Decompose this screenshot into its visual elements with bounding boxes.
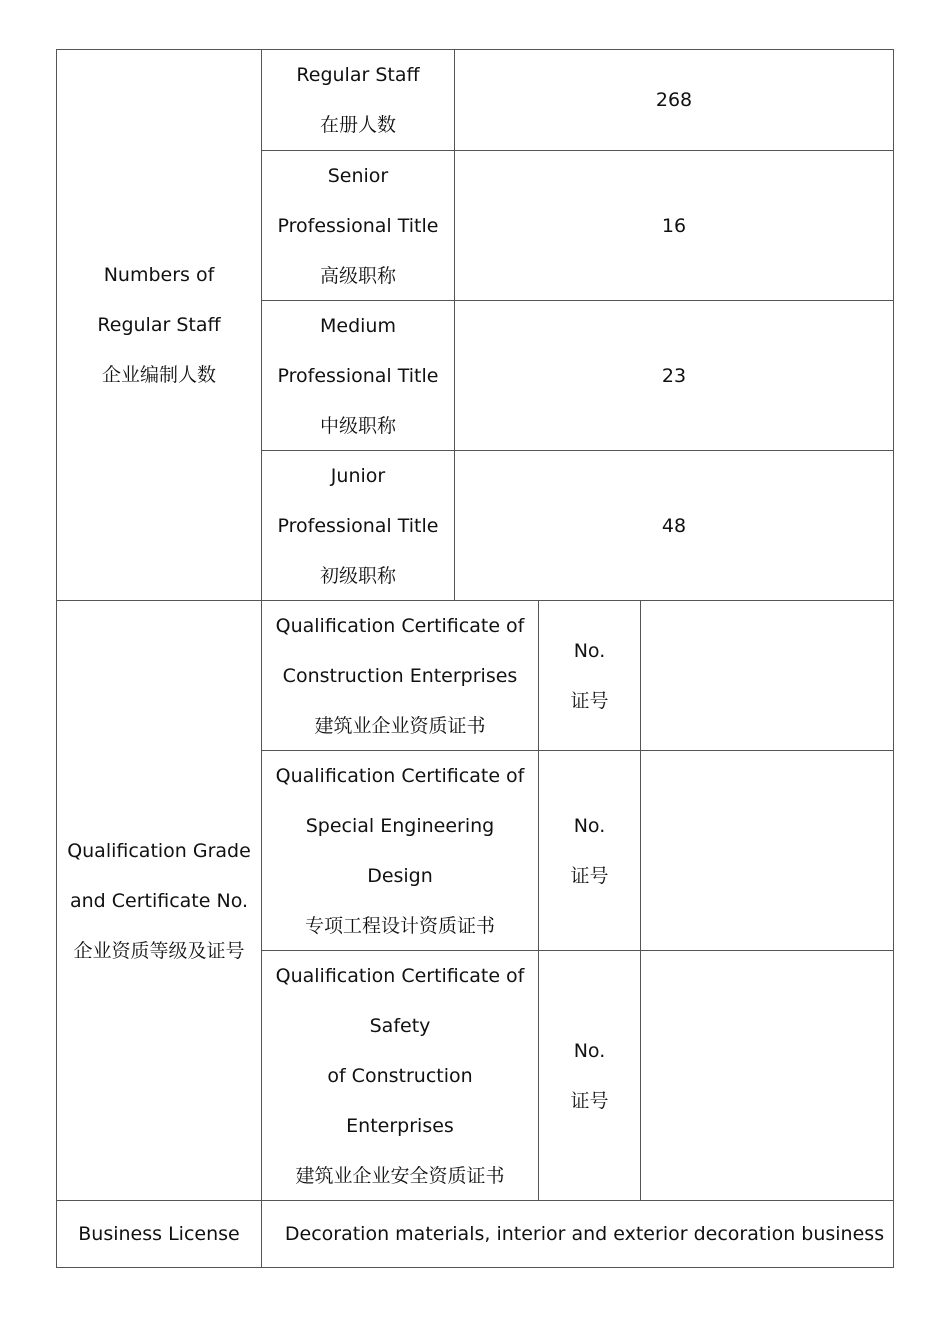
label-line: 建筑业企业安全资质证书 [295, 1164, 505, 1187]
value-text: 16 [661, 214, 687, 237]
no-label-line: No. [573, 1039, 606, 1062]
label-line: of Construction [327, 1064, 473, 1087]
no-label-line: No. [573, 814, 606, 837]
label-line: Medium [320, 314, 396, 337]
label-line: Junior [330, 464, 386, 487]
border-right [893, 49, 894, 1268]
label-line: Special Engineering [305, 814, 495, 837]
qual-row-no-value-special-design[interactable] [641, 751, 893, 950]
staff-row-label-regular [262, 50, 454, 150]
label-line: 专项工程设计资质证书 [304, 914, 495, 937]
no-label-line: 证号 [570, 1089, 609, 1112]
label-line: 初级职称 [319, 564, 396, 587]
label-line: Professional Title [277, 364, 439, 387]
qual-row-label-construction [262, 601, 538, 750]
business-value-text: Decoration materials, interior and exterior decoration business [284, 1223, 885, 1245]
staff-row-label-medium [262, 301, 454, 450]
label-line: Qualification Certificate of [275, 614, 525, 637]
label-line: Enterprises [346, 1114, 454, 1137]
no-label-line: 证号 [570, 864, 609, 887]
qual-row-label-special-design [262, 751, 538, 950]
label-line: Professional Title [277, 214, 439, 237]
label-line: Senior [327, 164, 389, 187]
qual-group-line: and Certificate No. [69, 889, 249, 912]
staff-group-label [57, 50, 261, 600]
qual-group-line: Qualification Grade [67, 839, 251, 862]
label-line: Construction Enterprises [282, 664, 518, 687]
label-line: Qualification Certificate of [275, 964, 525, 987]
label-line: Regular Staff [296, 64, 420, 86]
value-text: 23 [661, 364, 687, 387]
staff-row-value-junior [455, 451, 893, 600]
business-label-text: Business License [78, 1223, 240, 1245]
no-label-line: 证号 [570, 689, 609, 712]
staff-row-value-regular [455, 50, 893, 150]
staff-group-line: 企业编制人数 [101, 364, 216, 386]
label-line: Safety [369, 1014, 431, 1037]
label-line: Design [367, 864, 433, 887]
label-line: 中级职称 [319, 414, 396, 437]
staff-row-value-medium [455, 301, 893, 450]
business-license-label [57, 1201, 261, 1267]
border-bottom [56, 1267, 894, 1268]
label-line: 高级职称 [319, 264, 396, 287]
staff-row-label-senior [262, 151, 454, 300]
qualification-group-label [57, 601, 261, 1200]
qual-row-no-value-construction[interactable] [641, 601, 893, 750]
staff-row-value-senior [455, 151, 893, 300]
label-line: Professional Title [277, 514, 439, 537]
label-line: 建筑业企业资质证书 [314, 714, 486, 737]
qual-row-no-label-construction [539, 601, 640, 750]
staff-group-line: Regular Staff [97, 314, 221, 336]
qual-group-line: 企业资质等级及证号 [73, 939, 245, 962]
qual-row-label-safety [262, 951, 538, 1200]
label-line: Qualification Certificate of [275, 764, 525, 787]
label-line: 在册人数 [319, 114, 396, 136]
qual-row-no-label-special-design [539, 751, 640, 950]
value-text: 48 [661, 514, 687, 537]
business-license-value [262, 1201, 893, 1267]
no-label-line: No. [573, 639, 606, 662]
qual-row-no-label-safety [539, 951, 640, 1200]
value-text: 268 [655, 89, 693, 111]
qual-row-no-value-safety[interactable] [641, 951, 893, 1200]
staff-group-line: Numbers of [103, 264, 215, 286]
staff-row-label-junior [262, 451, 454, 600]
